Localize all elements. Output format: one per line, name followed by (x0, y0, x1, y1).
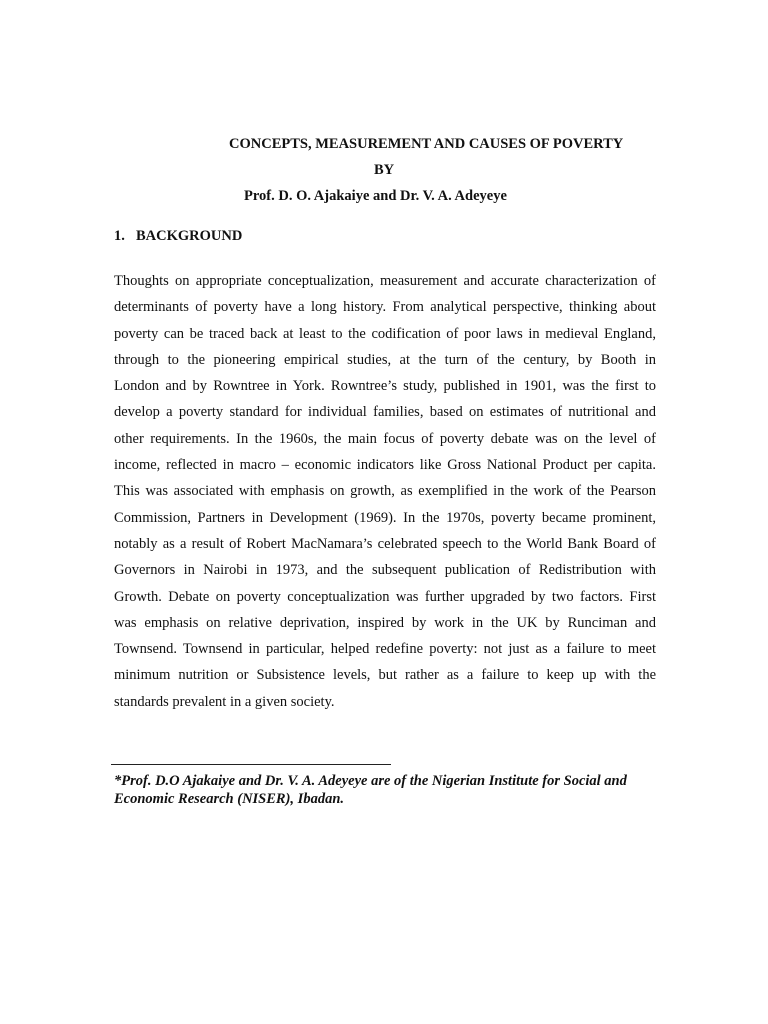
paragraph-line: London and by Rowntree in York. Rowntree’s study, published in 1901, was the first to (114, 378, 656, 395)
paragraph-line: determinants of poverty have a long history. From analytical perspective, thinking about (114, 299, 656, 316)
paragraph-line: poverty can be traced back at least to the codification of poor laws in medieval England, (114, 325, 656, 342)
paragraph-line: Growth. Debate on poverty conceptualization was further upgraded by two factors. First (114, 588, 656, 605)
footnote (114, 772, 656, 808)
paragraph-line: standards prevalent in a given society. (114, 693, 335, 710)
section-title: BACKGROUND (136, 228, 243, 244)
paragraph-line: Commission, Partners in Development (1969). In the 1970s, poverty became prominent, (114, 509, 656, 526)
author-names: Prof. D. O. Ajakaiye and Dr. V. A. Adeyeye (244, 188, 507, 204)
paragraph-line: develop a poverty standard for individual families, based on estimates of nutritional and (114, 404, 656, 421)
footnote-line: *Prof. D.O Ajakaiye and Dr. V. A. Adeyeye are of the Nigerian Institute for Social and (114, 773, 627, 789)
paragraph-line: notably as a result of Robert MacNamara’s celebrated speech to the World Bank Board of (114, 535, 656, 552)
body-paragraph (114, 268, 656, 715)
paragraph-line: minimum nutrition or Subsistence levels, but rather as a failure to keep up with the (114, 667, 656, 684)
paragraph-line: was emphasis on relative deprivation, inspired by work in the UK by Runciman and (114, 614, 656, 631)
paragraph-line: Governors in Nairobi in 1973, and the subsequent publication of Redistribution with (114, 562, 656, 579)
paragraph-line: other requirements. In the 1960s, the main focus of poverty debate was on the level of (114, 430, 656, 447)
paragraph-line: Thoughts on appropriate conceptualization, measurement and accurate characterization of (114, 273, 656, 289)
byline-by: BY (374, 162, 395, 178)
paragraph-line: through to the pioneering empirical studies, at the turn of the century, by Booth in (114, 351, 656, 368)
footnote-divider (111, 764, 391, 765)
section-heading (114, 226, 242, 246)
paragraph-line: Townsend. Townsend in particular, helped redefine poverty: not just as a failure to meet (114, 641, 656, 658)
document-title: CONCEPTS, MEASUREMENT AND CAUSES OF POVERTY (229, 136, 624, 152)
paragraph-line: income, reflected in macro – economic indicators like Gross National Product per capita. (114, 457, 656, 474)
section-number: 1. (114, 228, 125, 244)
paragraph-line: This was associated with emphasis on growth, as exemplified in the work of the Pearson (114, 483, 656, 500)
footnote-line: Economic Research (NISER), Ibadan. (114, 791, 345, 807)
